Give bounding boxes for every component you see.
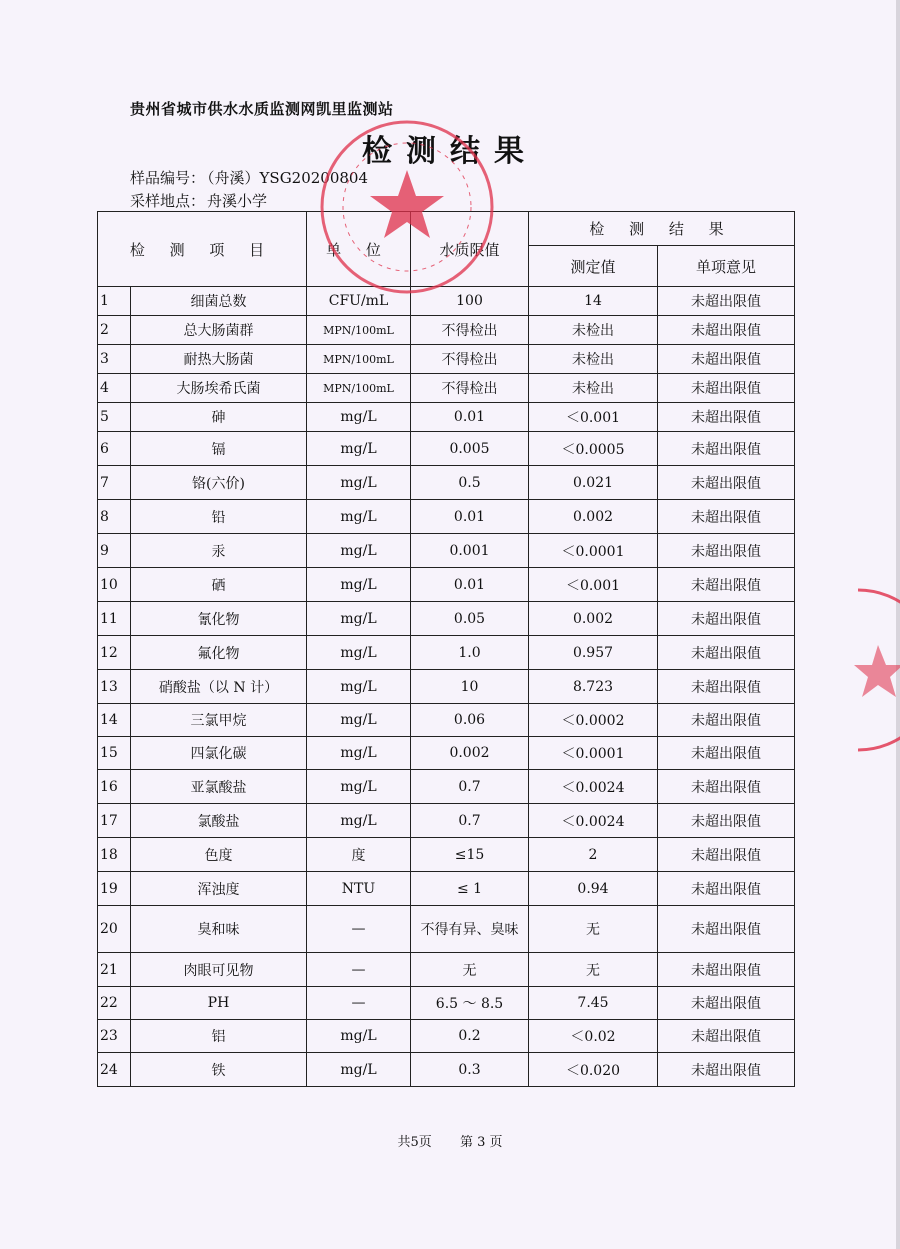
row-limit: 0.005 (411, 432, 529, 466)
table-row (98, 316, 795, 345)
table-row (98, 345, 795, 374)
row-item: 镉 (131, 432, 307, 466)
row-limit: 0.7 (411, 804, 529, 838)
row-unit: — (307, 987, 411, 1020)
row-number: 11 (98, 602, 131, 636)
row-number: 5 (98, 403, 131, 432)
row-item: 铁 (131, 1053, 307, 1087)
row-item: 硒 (131, 568, 307, 602)
row-item: 三氯甲烷 (131, 704, 307, 737)
row-limit: 0.002 (411, 737, 529, 770)
row-limit: 0.3 (411, 1053, 529, 1087)
page-title: 检测结果 (362, 134, 538, 169)
row-limit: 0.01 (411, 568, 529, 602)
row-item: 氟化物 (131, 636, 307, 670)
row-number: 3 (98, 345, 131, 374)
header-result-group: 检 测 结 果 (529, 212, 795, 246)
row-item: 亚氯酸盐 (131, 770, 307, 804)
row-measured: 未检出 (529, 374, 658, 403)
table-row (98, 287, 795, 316)
table-row (98, 432, 795, 466)
row-unit: mg/L (307, 534, 411, 568)
row-opinion: 未超出限值 (658, 500, 795, 534)
row-number: 22 (98, 987, 131, 1020)
row-number: 17 (98, 804, 131, 838)
row-limit: 100 (411, 287, 529, 316)
table-row (98, 704, 795, 737)
header-limit: 水质限值 (411, 212, 529, 287)
row-measured: ＜0.001 (529, 568, 658, 602)
row-number: 6 (98, 432, 131, 466)
row-measured: ＜0.0024 (529, 804, 658, 838)
row-opinion: 未超出限值 (658, 1053, 795, 1087)
row-item: 臭和味 (131, 906, 307, 953)
row-measured: 0.002 (529, 500, 658, 534)
row-limit: 无 (411, 953, 529, 987)
row-item: PH (131, 987, 307, 1020)
row-unit: mg/L (307, 636, 411, 670)
row-limit: 0.01 (411, 500, 529, 534)
row-item: 铅 (131, 500, 307, 534)
row-item: 总大肠菌群 (131, 316, 307, 345)
row-measured: 0.002 (529, 602, 658, 636)
row-limit: 6.5 ～ 8.5 (411, 987, 529, 1020)
row-opinion: 未超出限值 (658, 838, 795, 872)
row-number: 12 (98, 636, 131, 670)
current-page: 第 3 页 (459, 1135, 503, 1150)
row-unit: mg/L (307, 737, 411, 770)
table-row (98, 374, 795, 403)
row-limit: 1.0 (411, 636, 529, 670)
row-unit: mg/L (307, 670, 411, 704)
row-limit: ≤15 (411, 838, 529, 872)
row-measured: 7.45 (529, 987, 658, 1020)
row-unit: mg/L (307, 568, 411, 602)
row-unit: mg/L (307, 403, 411, 432)
table-row (98, 770, 795, 804)
table-row (98, 568, 795, 602)
row-opinion: 未超出限值 (658, 804, 795, 838)
row-number: 9 (98, 534, 131, 568)
row-number: 20 (98, 906, 131, 953)
row-measured: ＜0.0024 (529, 770, 658, 804)
results-body (98, 287, 795, 1087)
row-unit: — (307, 953, 411, 987)
row-measured: 14 (529, 287, 658, 316)
row-item: 耐热大肠菌 (131, 345, 307, 374)
row-opinion: 未超出限值 (658, 987, 795, 1020)
row-measured: ＜0.001 (529, 403, 658, 432)
row-number: 8 (98, 500, 131, 534)
row-unit: mg/L (307, 602, 411, 636)
table-row (98, 534, 795, 568)
row-item: 浑浊度 (131, 872, 307, 906)
row-item: 大肠埃希氏菌 (131, 374, 307, 403)
row-limit: 0.05 (411, 602, 529, 636)
row-unit: MPN/100mL (307, 374, 411, 403)
row-unit: NTU (307, 872, 411, 906)
row-opinion: 未超出限值 (658, 770, 795, 804)
row-unit: mg/L (307, 704, 411, 737)
sampling-location (130, 190, 267, 211)
table-row (98, 953, 795, 987)
row-opinion: 未超出限值 (658, 403, 795, 432)
row-item: 色度 (131, 838, 307, 872)
table-row (98, 987, 795, 1020)
row-opinion: 未超出限值 (658, 316, 795, 345)
row-number: 21 (98, 953, 131, 987)
row-opinion: 未超出限值 (658, 374, 795, 403)
row-item: 肉眼可见物 (131, 953, 307, 987)
station-name: 贵州省城市供水水质监测网凯里监测站 (130, 100, 394, 118)
total-pages: 共5页 (397, 1135, 432, 1150)
row-limit: ≤ 1 (411, 872, 529, 906)
row-unit: mg/L (307, 466, 411, 500)
row-opinion: 未超出限值 (658, 906, 795, 953)
row-number: 15 (98, 737, 131, 770)
sample-number-value: （舟溪）YSG20200804 (207, 169, 369, 187)
row-measured: ＜0.020 (529, 1053, 658, 1087)
row-measured: 未检出 (529, 345, 658, 374)
row-number: 19 (98, 872, 131, 906)
header-opinion: 单项意见 (658, 246, 795, 287)
row-number: 16 (98, 770, 131, 804)
table-row (98, 838, 795, 872)
row-limit: 0.01 (411, 403, 529, 432)
row-measured: 0.021 (529, 466, 658, 500)
table-row (98, 403, 795, 432)
row-measured: ＜0.02 (529, 1020, 658, 1053)
row-number: 1 (98, 287, 131, 316)
row-limit: 10 (411, 670, 529, 704)
table-row (98, 466, 795, 500)
table-row (98, 906, 795, 953)
table-row (98, 670, 795, 704)
row-number: 18 (98, 838, 131, 872)
row-measured: 8.723 (529, 670, 658, 704)
row-limit: 0.5 (411, 466, 529, 500)
row-measured: ＜0.0002 (529, 704, 658, 737)
header-measured: 测定值 (529, 246, 658, 287)
row-measured: 无 (529, 953, 658, 987)
row-measured: 2 (529, 838, 658, 872)
row-unit: mg/L (307, 1053, 411, 1087)
table-row (98, 1020, 795, 1053)
page-footer (0, 1131, 900, 1150)
sample-number-label: 样品编号： (130, 169, 206, 187)
row-limit: 0.2 (411, 1020, 529, 1053)
table-row (98, 602, 795, 636)
row-unit: — (307, 906, 411, 953)
row-limit: 0.001 (411, 534, 529, 568)
row-item: 氰化物 (131, 602, 307, 636)
row-opinion: 未超出限值 (658, 568, 795, 602)
row-measured: 0.957 (529, 636, 658, 670)
row-number: 2 (98, 316, 131, 345)
row-opinion: 未超出限值 (658, 737, 795, 770)
row-unit: CFU/mL (307, 287, 411, 316)
row-opinion: 未超出限值 (658, 704, 795, 737)
row-limit: 不得检出 (411, 374, 529, 403)
results-table (97, 211, 795, 1087)
sampling-location-value: 舟溪小学 (207, 192, 268, 210)
row-limit: 不得检出 (411, 316, 529, 345)
row-number: 14 (98, 704, 131, 737)
row-unit: mg/L (307, 804, 411, 838)
row-number: 10 (98, 568, 131, 602)
row-item: 硝酸盐（以 N 计） (131, 670, 307, 704)
row-opinion: 未超出限值 (658, 287, 795, 316)
row-opinion: 未超出限值 (658, 534, 795, 568)
table-row (98, 636, 795, 670)
table-row (98, 737, 795, 770)
header-unit: 单 位 (307, 212, 411, 287)
sampling-location-label: 采样地点： (130, 192, 206, 210)
row-item: 铝 (131, 1020, 307, 1053)
row-unit: 度 (307, 838, 411, 872)
row-item: 四氯化碳 (131, 737, 307, 770)
row-number: 4 (98, 374, 131, 403)
row-number: 24 (98, 1053, 131, 1087)
row-unit: MPN/100mL (307, 316, 411, 345)
row-number: 23 (98, 1020, 131, 1053)
row-measured: 未检出 (529, 316, 658, 345)
row-opinion: 未超出限值 (658, 670, 795, 704)
row-item: 砷 (131, 403, 307, 432)
table-row (98, 1053, 795, 1087)
row-limit: 不得检出 (411, 345, 529, 374)
row-unit: mg/L (307, 1020, 411, 1053)
row-opinion: 未超出限值 (658, 953, 795, 987)
row-limit: 不得有异、臭味 (411, 906, 529, 953)
row-unit: MPN/100mL (307, 345, 411, 374)
row-measured: 0.94 (529, 872, 658, 906)
row-unit: mg/L (307, 770, 411, 804)
row-measured: ＜0.0001 (529, 737, 658, 770)
row-number: 7 (98, 466, 131, 500)
row-measured: ＜0.0001 (529, 534, 658, 568)
row-item: 汞 (131, 534, 307, 568)
table-row (98, 500, 795, 534)
row-limit: 0.7 (411, 770, 529, 804)
row-unit: mg/L (307, 500, 411, 534)
row-measured: 无 (529, 906, 658, 953)
row-opinion: 未超出限值 (658, 636, 795, 670)
row-opinion: 未超出限值 (658, 345, 795, 374)
table-row (98, 872, 795, 906)
sample-number (130, 167, 368, 188)
row-limit: 0.06 (411, 704, 529, 737)
row-opinion: 未超出限值 (658, 432, 795, 466)
row-item: 铬(六价) (131, 466, 307, 500)
row-opinion: 未超出限值 (658, 1020, 795, 1053)
row-number: 13 (98, 670, 131, 704)
table-row (98, 804, 795, 838)
row-opinion: 未超出限值 (658, 466, 795, 500)
row-item: 氯酸盐 (131, 804, 307, 838)
row-opinion: 未超出限值 (658, 602, 795, 636)
header-item: 检 测 项 目 (98, 212, 307, 287)
row-unit: mg/L (307, 432, 411, 466)
row-measured: ＜0.0005 (529, 432, 658, 466)
row-opinion: 未超出限值 (658, 872, 795, 906)
row-item: 细菌总数 (131, 287, 307, 316)
